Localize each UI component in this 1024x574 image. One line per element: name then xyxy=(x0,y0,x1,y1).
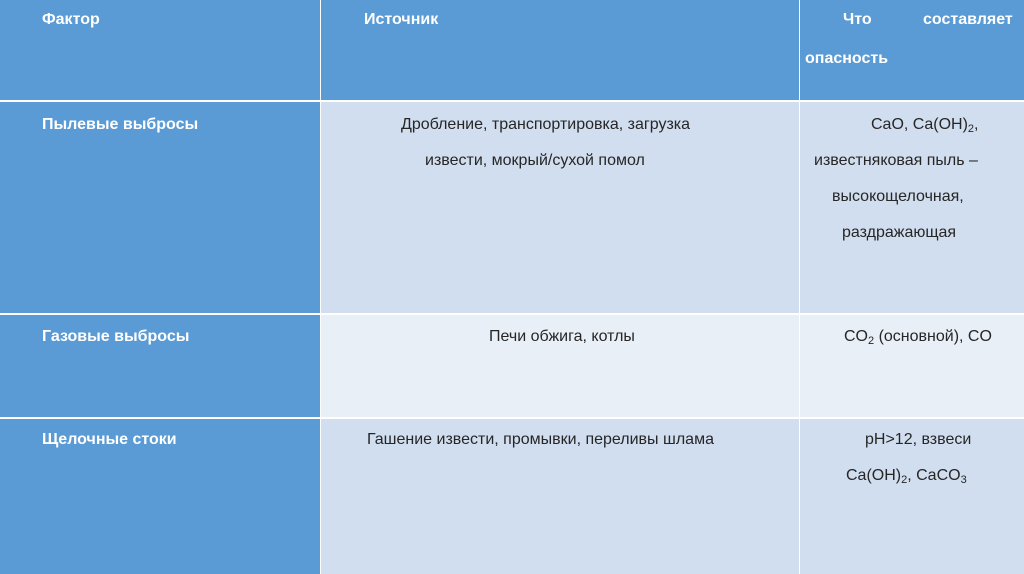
column-divider xyxy=(799,0,800,574)
hazard-text-line: высокощелочная, xyxy=(832,188,964,205)
source-cell xyxy=(321,102,799,313)
formula-subscript: 2 xyxy=(901,474,908,486)
source-text-line: Печи обжига, котлы xyxy=(489,328,635,345)
hazard-formula: CO xyxy=(844,328,868,345)
factor-cell xyxy=(0,315,320,417)
formula-subscript: 3 xyxy=(960,474,967,486)
row-divider xyxy=(0,313,1024,315)
header-cell-hazard xyxy=(800,0,1024,100)
source-cell xyxy=(321,419,799,574)
table-header-row xyxy=(0,0,1024,100)
row-divider xyxy=(0,417,1024,419)
header-what-label: Что xyxy=(843,11,872,28)
table-row xyxy=(0,419,1024,574)
source-text-line: Дробление, транспортировка, загрузка xyxy=(401,116,691,133)
hazard-text-line: pH>12, взвеси xyxy=(865,431,972,448)
factor-label: Пылевые выбросы xyxy=(42,116,199,133)
factor-label: Щелочные стоки xyxy=(42,431,177,448)
header-factor-label: Фактор xyxy=(42,11,100,28)
factor-cell xyxy=(0,102,320,313)
header-source-label: Источник xyxy=(364,11,439,28)
source-text-line: Гашение извести, промывки, переливы шлама xyxy=(367,431,714,448)
hazard-text-line xyxy=(846,458,967,498)
hazard-text-line: раздражающая xyxy=(842,224,957,241)
hazard-cell xyxy=(800,419,1024,574)
hazard-text-line xyxy=(844,319,992,359)
formula-subscript: 2 xyxy=(868,335,875,347)
header-cell-factor xyxy=(0,0,320,100)
hazard-cell xyxy=(800,315,1024,417)
hazard-formula-rest: (основной), CO xyxy=(874,328,992,345)
column-divider xyxy=(320,0,321,574)
hazard-text-line: известняковая пыль – xyxy=(814,152,978,169)
header-cell-source xyxy=(321,0,799,100)
source-text-line: извести, мокрый/сухой помол xyxy=(425,152,645,169)
hazard-formula: , CaCO xyxy=(907,467,961,484)
formula-subscript: 2 xyxy=(967,123,975,135)
hazard-cell xyxy=(800,102,1024,313)
factor-cell xyxy=(0,419,320,574)
header-danger-label: опасность xyxy=(805,50,889,67)
row-divider xyxy=(0,100,1024,102)
table-row xyxy=(0,102,1024,313)
hazard-formula-comma: , xyxy=(974,116,979,133)
hazard-formula: CaO, Ca(OH) xyxy=(871,116,968,133)
source-cell xyxy=(321,315,799,417)
header-composes-label: составляет xyxy=(923,11,1013,28)
factor-label: Газовые выбросы xyxy=(42,328,190,345)
hazard-text-line xyxy=(871,107,978,147)
hazard-formula: Ca(OH) xyxy=(846,467,902,484)
table-row xyxy=(0,315,1024,417)
